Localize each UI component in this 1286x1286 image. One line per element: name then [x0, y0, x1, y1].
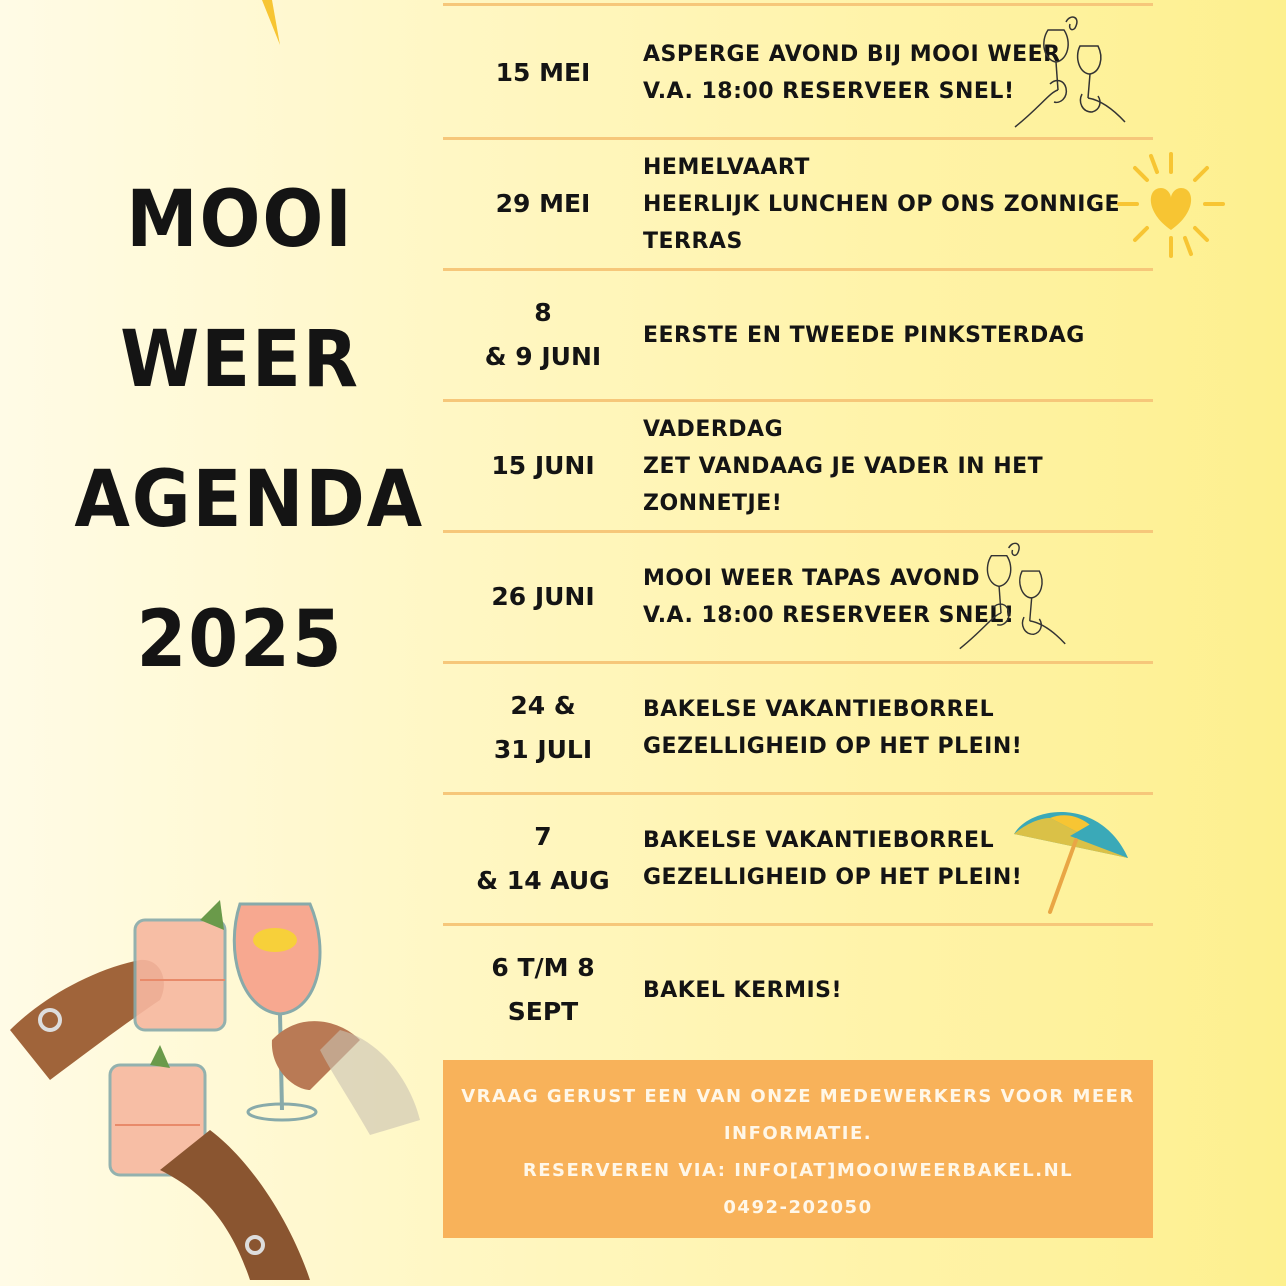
event-row [443, 402, 1153, 533]
event-date [463, 271, 623, 399]
event-description [643, 140, 1133, 268]
event-row [443, 140, 1153, 271]
event-line: ZET VANDAAG JE VADER IN HET ZONNETJE! [643, 453, 1044, 516]
event-line: GEZELLIGHEID OP HET PLEIN! [643, 734, 1023, 759]
event-row [443, 271, 1153, 402]
event-line: V.A. 18:00 RESERVEER SNEL! [643, 603, 1015, 628]
event-date-line: & 9 JUNI [484, 342, 602, 371]
event-date-line: 15 MEI [495, 58, 591, 87]
event-date [463, 926, 623, 1054]
info-line: VRAAG GERUST EEN VAN ONZE MEDEWERKERS VOOR MEER [461, 1086, 1135, 1107]
event-date-line: SEPT [507, 997, 579, 1026]
event-line: BAKELSE VAKANTIEBORREL [643, 828, 995, 853]
cocktail-cheers-illustration [10, 890, 430, 1280]
title-line: 2025 [136, 595, 344, 685]
event-line: V.A. 18:00 RESERVEER SNEL! [643, 79, 1015, 104]
event-date [463, 533, 623, 661]
event-date [463, 795, 623, 923]
event-date-line: 24 & [510, 691, 576, 720]
reservation-email[interactable]: RESERVEREN VIA: INFO[AT]MOOIWEERBAKEL.NL [522, 1160, 1074, 1181]
event-date-line: & 14 AUG [476, 866, 610, 895]
sun-ray-icon [250, 0, 290, 50]
info-box [443, 1060, 1153, 1238]
event-description [643, 926, 1133, 1054]
phone-number[interactable]: 0492-202050 [723, 1197, 873, 1218]
toasting-wine-glasses-icon [955, 536, 1070, 654]
top-divider [443, 0, 1153, 6]
event-line: EERSTE EN TWEEDE PINKSTERDAG [643, 322, 1085, 348]
event-description [643, 664, 1133, 792]
toasting-wine-glasses-icon [1010, 12, 1130, 130]
event-line: GEZELLIGHEID OP HET PLEIN! [643, 865, 1023, 890]
event-line: HEERLIJK LUNCHEN OP ONS ZONNIGE TERRAS [643, 191, 1121, 254]
event-line: ASPERGE AVOND BIJ MOOI WEER [643, 42, 1061, 67]
event-date-line: 6 T/M 8 [491, 953, 595, 982]
title-line: AGENDA [74, 455, 425, 545]
agenda-title [60, 150, 425, 710]
event-date-line: 15 JUNI [491, 451, 595, 480]
heart-sun-icon [1115, 150, 1227, 262]
event-date-line: 8 [534, 298, 552, 327]
event-line: BAKELSE VAKANTIEBORREL [643, 697, 995, 722]
info-line: INFORMATIE. [723, 1123, 873, 1144]
event-date-line: 7 [534, 822, 552, 851]
event-date-line: 26 JUNI [491, 582, 595, 611]
event-date-line: 31 JULI [493, 735, 593, 764]
event-line: BAKEL KERMIS! [643, 977, 843, 1003]
title-line: WEER [120, 315, 360, 405]
event-date [463, 9, 623, 137]
event-line: VADERDAG [643, 416, 784, 442]
event-row [443, 664, 1153, 795]
event-description [643, 271, 1133, 399]
event-line: MOOI WEER TAPAS AVOND [643, 566, 981, 591]
event-date [463, 402, 623, 530]
event-description [643, 402, 1133, 530]
event-line: HEMELVAART [643, 154, 810, 180]
event-date-line: 29 MEI [495, 189, 591, 218]
event-date [463, 140, 623, 268]
title-line: MOOI [126, 175, 354, 265]
event-row [443, 926, 1153, 1057]
event-date [463, 664, 623, 792]
beach-umbrella-icon [1010, 800, 1135, 915]
